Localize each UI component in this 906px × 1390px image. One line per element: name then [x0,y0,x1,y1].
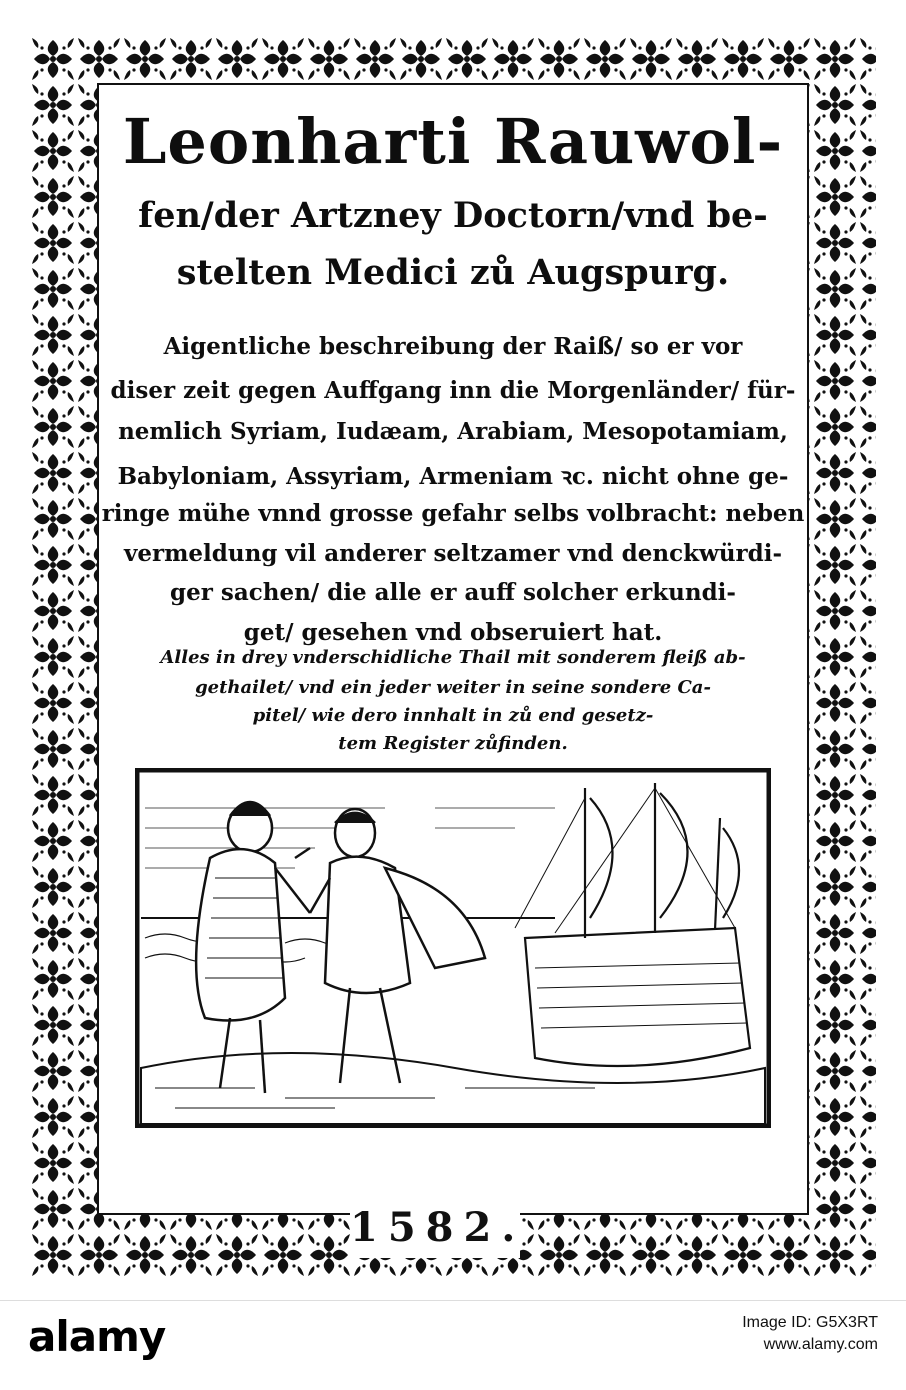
note-line: gethailet/ vnd ein jeder weiter in seine sondere Ca- [195,677,711,698]
body-line: diser zeit gegen Auffgang inn die Morgenländer/ für- [110,377,796,404]
body-line: get/ gesehen vnd obseruiert hat. [243,619,663,646]
publication-year: 1582. [350,1204,526,1251]
footer-divider [0,1300,906,1301]
body-line: vermeldung vil anderer seltzamer vnd denckwürdi- [123,540,783,567]
alamy-logo: alamy [28,1312,166,1361]
note-line: pitel/ wie dero innhalt in zů end gesetz- [252,705,654,726]
note-line: tem Register zůfinden. [338,733,568,754]
body-line: Babyloniam, Assyriam, Armeniam ꝛc. nicht ohne ge- [117,463,789,490]
watermark-footer [0,1300,906,1390]
body-line: ger sachen/ die alle er auff solcher erkundi- [170,579,736,606]
image-id-label: Image ID: G5X3RT [742,1314,878,1331]
site-url: www.alamy.com [763,1336,878,1353]
note-line: Alles in drey vnderschidliche Thail mit sonderem fleiß ab- [160,647,746,668]
title-line-2: fen/der Artzney Doctorn/vnd be- [138,195,768,236]
footer-meta [742,1314,878,1354]
body-line: ringe mühe vnnd grosse gefahr selbs volbracht: neben [101,500,805,527]
title-line-1: Leonharti Rauwol- [122,105,784,178]
title-line-3: stelten Medici zů Augspurg. [176,252,730,293]
body-line: Aigentliche beschreibung der Raiß/ so er vor [163,333,743,360]
woodcut-illustration [135,768,771,1128]
year-box [350,1200,526,1258]
body-line: nemlich Syriam, Iudæam, Arabiam, Mesopotamiam, [118,418,788,445]
